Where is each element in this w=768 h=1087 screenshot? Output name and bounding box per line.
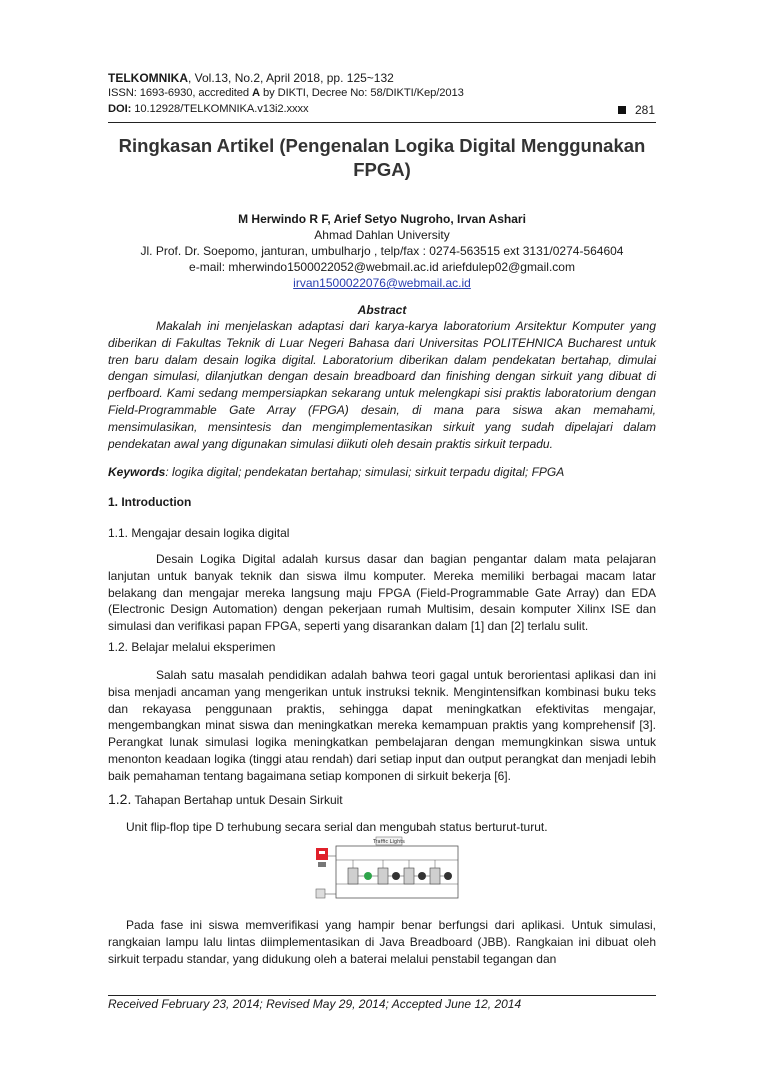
paper-title: Ringkasan Artikel (Pengenalan Logika Digital Menggunakan FPGA) <box>118 135 646 180</box>
accredited-label: accredited <box>198 87 249 99</box>
flip-flop-3 <box>404 868 414 884</box>
traffic-light-detail <box>319 851 325 854</box>
led-dark-2 <box>418 872 426 880</box>
keywords-line <box>108 465 564 479</box>
affiliation: Ahmad Dahlan University <box>314 228 450 242</box>
section-heading-1-2b <box>108 791 343 807</box>
header-rule <box>108 122 656 123</box>
abstract-text: Makalah ini menjelaskan adaptasi dari karya-karya laboratorium Arsitektur Komputer yang diberikan di Fakultas Teknik di Luar Negeri Bahasa dari Universitas POLITEHNICA Bucharest untuk tren baru dalam desain logika digital. Laboratorium diberikan dalam pendekatan bertahap, dimulai dengan simulasi, dilanjutkan dengan desain breadboard dan finishing dengan sirkuit yang dibuat di perfboard. Kami sedang mempersiapkan sekarang untuk melengkapi sisi praktis laboratorium dengan Field-Programmable Gate Array (FPGA) desain, di mana para siswa akan memahami, mensimulasikan, mensintesis dan mengimplementasikan sirkuit yang sudah dipelajari dalam pendekatan awal yang digunakan simulasi diikuti oleh desain praktis sirkuit terpadu. <box>108 319 656 451</box>
battery-icon <box>318 862 326 867</box>
accredited-grade: A <box>252 87 260 99</box>
email-line: e-mail: mherwindo1500022052@webmail.ac.id ariefdulep02@gmail.com <box>189 260 575 274</box>
issn: ISSN: 1693-6930, <box>108 87 196 99</box>
journal-name: TELKOMNIKA <box>108 71 188 85</box>
led-dark-1 <box>392 872 400 880</box>
flip-flop-1 <box>348 868 358 884</box>
journal-header <box>108 71 394 85</box>
journal-volume: , Vol.13, No.2, April 2018, pp. 125~132 <box>188 71 394 85</box>
led-green-1 <box>364 872 372 880</box>
flip-flop-2 <box>378 868 388 884</box>
section-number: 1.2. <box>108 791 132 807</box>
keywords-label: Keywords <box>108 465 166 479</box>
section-heading-1-2: 1.2. Belajar melalui eksperimen <box>108 640 276 654</box>
issn-line <box>108 87 464 99</box>
section-1-1-text: Desain Logika Digital adalah kursus dasar dan bagian pengantar dalam mata pelajaran lanjutan untuk banyak teknik dan siswa ilmu komputer. Mereka memiliki berbagai macam latar belakang dan mengajar mereka langsung maju FPGA (Field-Programmable Gate Array) dan EDA (Electronic Design Automation) dengan pekerjaan rumah Multisim, desain komputer Xilinx ISE dan simulasi dan verifikasi papan FPGA, seperti yang disarankan dalam [1] dan [2] terlalu sulit. <box>108 552 656 634</box>
keywords-text: : logika digital; pendekatan bertahap; simulasi; sirkuit terpadu digital; FPGA <box>165 465 565 479</box>
authors: M Herwindo R F, Arief Setyo Nugroho, Irvan Ashari <box>238 212 526 226</box>
final-paragraph: Pada fase ini siswa memverifikasi yang hampir benar berfungsi dari aplikasi. Untuk simulasi, rangkaian lampu lalu lintas diimplementasikan di Java Breadboard (JBB). Rangkaian ini dibuat oleh sirkuit terpadu standar, yang didukung oleh a baterai melalui penstabil tegangan dan <box>108 918 656 966</box>
clock-source-icon <box>316 889 325 898</box>
traffic-lights-circuit-figure <box>312 836 462 908</box>
accredited-decree: by DIKTI, Decree No: 58/DIKTI/Kep/2013 <box>263 87 464 99</box>
section-title: Tahapan Bertahap untuk Desain Sirkuit <box>134 793 343 807</box>
bullet-square-icon <box>618 106 626 114</box>
abstract-heading: Abstract <box>357 303 407 317</box>
email-link[interactable]: irvan1500022076@webmail.ac.id <box>293 276 471 290</box>
section-heading-introduction: 1. Introduction <box>108 495 192 509</box>
figure-label: Traffic Lights <box>373 839 405 845</box>
doi-label: DOI: <box>108 103 132 115</box>
section-heading-1-1: 1.1. Mengajar desain logika digital <box>108 526 290 540</box>
doi-value: 10.12928/TELKOMNIKA.v13i2.xxxx <box>134 103 309 115</box>
section-1-2b-text: Unit flip-flop tipe D terhubung secara serial dan mengubah status berturut-turut. <box>126 820 548 834</box>
email-link-line <box>108 275 656 291</box>
address: Jl. Prof. Dr. Soepomo, janturan, umbulharjo , telp/fax : 0274-563515 ext 3131/0274-564604 <box>140 244 624 258</box>
footer-rule <box>108 995 656 996</box>
page-number <box>618 103 655 117</box>
doi-line <box>108 103 308 115</box>
section-1-2-text: Salah satu masalah pendidikan adalah bahwa teori gagal untuk berorientasi aplikasi dan ini bisa menjadi ancaman yang mengerikan untuk instruksi teknik. Mengintensifkan kombinasi buku teks dan rekayasa penggunaan praktis, sehingga dapat meningkatkan efektivitas mengajar, mengembangkan minat siswa dan meningkatkan mereka kemampuan praktis yang komprehensif [3]. Perangkat lunak simulasi logika meningkatkan pembelajaran dengan memungkinkan siswa untuk menonton keadaan logika (tinggi atau rendah) dari setiap input dan output perangkat dan menjadi lebih baik pemahaman tentang bagaimana setiap komponen di sirkuit bekerja [6]. <box>108 668 656 783</box>
received-dates: Received February 23, 2014; Revised May 29, 2014; Accepted June 12, 2014 <box>108 997 522 1011</box>
led-dark-3 <box>444 872 452 880</box>
page-number-value: 281 <box>634 103 655 117</box>
flip-flop-4 <box>430 868 440 884</box>
